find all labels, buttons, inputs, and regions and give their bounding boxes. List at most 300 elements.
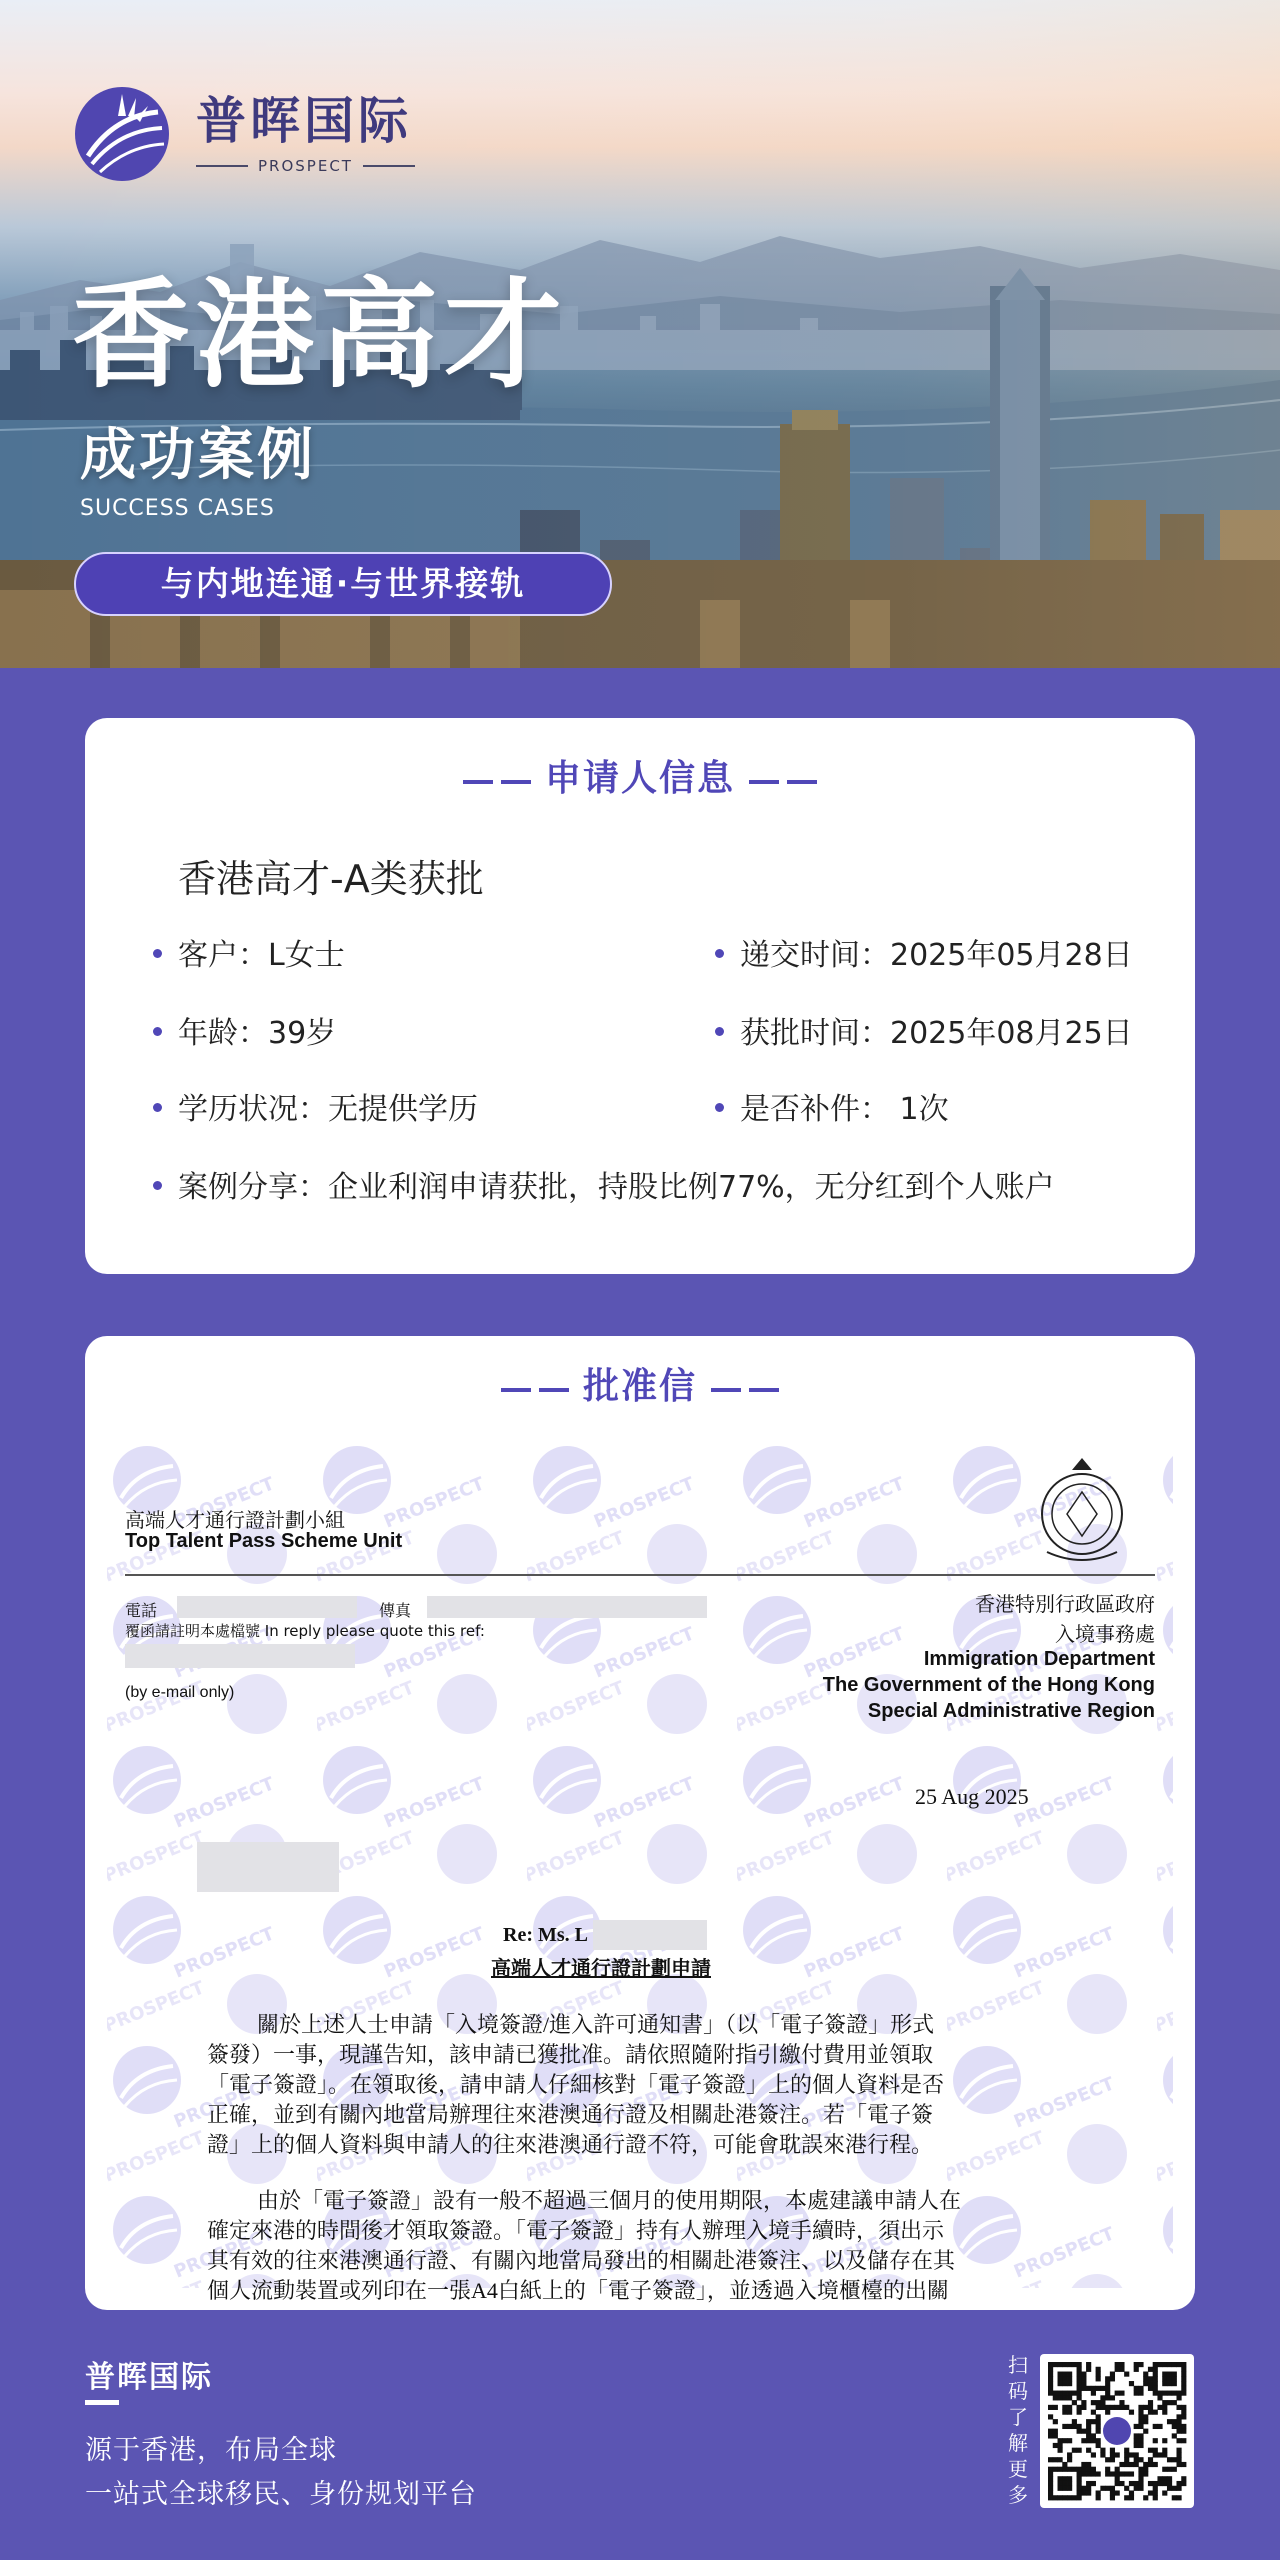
qr-module <box>1115 2367 1120 2372</box>
approval-letter-image <box>107 1442 1173 2303</box>
qr-module <box>1153 2448 1158 2453</box>
qr-module <box>1048 2381 1053 2386</box>
qr-module <box>1124 2448 1129 2453</box>
letter-p2-line4: 個人流動裝置或列印在一張A4白紙上的「電子簽證」，並透過入境櫃檯的出關 <box>207 2278 949 2303</box>
qr-module <box>1091 2481 1096 2486</box>
qr-module <box>1172 2419 1177 2424</box>
qr-module <box>1096 2471 1101 2476</box>
qr-module <box>1077 2429 1082 2434</box>
qr-module <box>1153 2376 1158 2381</box>
qr-module <box>1100 2395 1105 2400</box>
qr-module <box>1167 2486 1172 2491</box>
qr-module <box>1077 2424 1082 2429</box>
qr-module <box>1067 2395 1072 2400</box>
qr-module <box>1110 2448 1115 2453</box>
qr-module <box>1148 2405 1153 2410</box>
qr-module <box>1067 2372 1072 2377</box>
qr-module <box>1129 2462 1134 2467</box>
case-share-text: 案例分享：企业利润申请获批，持股比例77%，无分红到个人账户 <box>178 1170 1055 1205</box>
qr-module <box>1134 2367 1139 2372</box>
qr-module <box>1100 2405 1105 2410</box>
qr-module <box>1176 2391 1181 2396</box>
qr-module <box>1176 2495 1181 2500</box>
qr-module <box>1072 2495 1077 2500</box>
footer-divider <box>85 2400 119 2405</box>
qr-module <box>1162 2381 1167 2386</box>
qr-module <box>1172 2424 1177 2429</box>
qr-module <box>1086 2429 1091 2434</box>
qr-module <box>1062 2481 1067 2486</box>
qr-module <box>1167 2391 1172 2396</box>
qr-module <box>1086 2362 1091 2367</box>
qr-module <box>1119 2462 1124 2467</box>
qr-module <box>1086 2486 1091 2491</box>
qr-module <box>1124 2462 1129 2467</box>
info-approved <box>715 1008 1133 1052</box>
qr-module <box>1077 2476 1082 2481</box>
card-heading <box>85 1358 1195 1409</box>
qr-module <box>1110 2495 1115 2500</box>
email-only: (by e-mail only) <box>125 1684 235 1701</box>
qr-module <box>1148 2381 1153 2386</box>
qr-module <box>1176 2362 1181 2367</box>
qr-module <box>1138 2419 1143 2424</box>
qr-module <box>1048 2433 1053 2438</box>
qr-module <box>1176 2395 1181 2400</box>
info-case-share <box>153 1162 1055 1206</box>
qr-module <box>1143 2414 1148 2419</box>
qr-module <box>1100 2400 1105 2405</box>
qr-module <box>1157 2452 1162 2457</box>
letter-heading: 批准信 <box>582 1366 697 1407</box>
qr-module <box>1176 2481 1181 2486</box>
qr-module <box>1096 2372 1101 2377</box>
tel-label: 電話 <box>125 1601 158 1620</box>
qr-module <box>1081 2405 1086 2410</box>
qr-module <box>1067 2405 1072 2410</box>
qr-module <box>1176 2424 1181 2429</box>
qr-module <box>1115 2490 1120 2495</box>
qr-module <box>1157 2395 1162 2400</box>
qr-module <box>1086 2471 1091 2476</box>
qr-module <box>1105 2395 1110 2400</box>
unit-en: Top Talent Pass Scheme Unit <box>125 1530 403 1552</box>
qr-module <box>1105 2386 1110 2391</box>
qr-module <box>1167 2376 1172 2381</box>
qr-module <box>1067 2467 1072 2472</box>
qr-module <box>1105 2457 1110 2462</box>
case-title: 香港高才-A类获批 <box>178 857 484 901</box>
qr-module <box>1067 2391 1072 2396</box>
qr-module <box>1062 2462 1067 2467</box>
qr-module <box>1077 2467 1082 2472</box>
client-text: 客户：L女士 <box>178 938 345 973</box>
qr-module <box>1062 2438 1067 2443</box>
qr-module <box>1119 2481 1124 2486</box>
qr-module <box>1048 2495 1053 2500</box>
gov-en-2: Special Administrative Region <box>867 1700 1155 1722</box>
qr-module <box>1058 2381 1063 2386</box>
qr-module <box>1143 2495 1148 2500</box>
qr-module <box>1172 2467 1177 2472</box>
qr-module <box>1143 2372 1148 2377</box>
qr-module <box>1086 2438 1091 2443</box>
qr-module <box>1143 2405 1148 2410</box>
qr-module <box>1086 2481 1091 2486</box>
qr-module <box>1138 2471 1143 2476</box>
qr-module <box>1105 2391 1110 2396</box>
qr-module <box>1048 2414 1053 2419</box>
qr-module <box>1124 2486 1129 2491</box>
redacted-block <box>427 1596 707 1618</box>
qr-module <box>1134 2457 1139 2462</box>
qr-module <box>1053 2467 1058 2472</box>
qr-module <box>1067 2486 1072 2491</box>
qr-module <box>1176 2448 1181 2453</box>
qr-module <box>1048 2481 1053 2486</box>
qr-module <box>1167 2372 1172 2377</box>
letter-p1-line4: 正確，並到有關內地當局辦理往來港澳通行證及相關赴港簽注。若「電子簽 <box>207 2102 934 2127</box>
qr-module <box>1162 2391 1167 2396</box>
qr-module <box>1072 2400 1077 2405</box>
bullet-icon <box>715 1103 724 1112</box>
qr-module <box>1110 2376 1115 2381</box>
approval-letter-card <box>85 1336 1195 2310</box>
qr-module <box>1100 2452 1105 2457</box>
qr-module <box>1172 2362 1177 2367</box>
qr-module <box>1058 2486 1063 2491</box>
qr-module <box>1081 2400 1086 2405</box>
education-text: 学历状况：无提供学历 <box>178 1092 478 1127</box>
qr-module <box>1105 2405 1110 2410</box>
qr-module <box>1058 2467 1063 2472</box>
qr-module <box>1172 2376 1177 2381</box>
qr-module <box>1157 2362 1162 2367</box>
redacted-block <box>593 1920 707 1950</box>
qr-module <box>1067 2452 1072 2457</box>
qr-module <box>1067 2381 1072 2386</box>
age-text: 年龄：39岁 <box>178 1016 337 1051</box>
qr-module <box>1091 2391 1096 2396</box>
qr-module <box>1067 2410 1072 2415</box>
qr-module <box>1157 2405 1162 2410</box>
qr-module <box>1134 2433 1139 2438</box>
applicant-heading: 申请人信息 <box>544 758 735 799</box>
qr-module <box>1134 2486 1139 2491</box>
qr-module <box>1067 2476 1072 2481</box>
qr-module <box>1100 2386 1105 2391</box>
hero-subtitle-en: SUCCESS CASES <box>80 496 275 521</box>
qr-module <box>1138 2405 1143 2410</box>
footer-tagline-1: 源于香港，布局全球 <box>85 2435 337 2466</box>
qr-module <box>1058 2448 1063 2453</box>
qr-module <box>1115 2452 1120 2457</box>
slogan-pill: 与内地连通·与世界接轨 <box>74 552 612 616</box>
qr-module <box>1077 2376 1082 2381</box>
qr-module <box>1058 2457 1063 2462</box>
qr-module <box>1153 2495 1158 2500</box>
qr-module <box>1096 2367 1101 2372</box>
qr-module <box>1115 2467 1120 2472</box>
qr-module <box>1119 2400 1124 2405</box>
qr-module <box>1124 2452 1129 2457</box>
qr-module <box>1077 2495 1082 2500</box>
qr-module <box>1072 2424 1077 2429</box>
qr-module <box>1148 2457 1153 2462</box>
qr-module <box>1110 2471 1115 2476</box>
redacted-block <box>197 1842 339 1892</box>
qr-module <box>1138 2386 1143 2391</box>
qr-module <box>1153 2424 1158 2429</box>
qr-module <box>1172 2433 1177 2438</box>
qr-module <box>1077 2481 1082 2486</box>
heading-decoration <box>707 1368 783 1409</box>
qr-module <box>1143 2381 1148 2386</box>
qr-module <box>1105 2486 1110 2491</box>
qr-module <box>1162 2372 1167 2377</box>
qr-module <box>1048 2429 1053 2434</box>
qr-module <box>1062 2381 1067 2386</box>
qr-module <box>1143 2419 1148 2424</box>
qr-module <box>1062 2376 1067 2381</box>
fax-label: 傳真 <box>379 1601 412 1620</box>
qr-module <box>1081 2438 1086 2443</box>
qr-module <box>1096 2490 1101 2495</box>
qr-module <box>1077 2490 1082 2495</box>
qr-module <box>1153 2391 1158 2396</box>
qr-module <box>1181 2386 1186 2391</box>
qr-module <box>1110 2452 1115 2457</box>
qr-module <box>1119 2471 1124 2476</box>
qr-module <box>1129 2410 1134 2415</box>
letter-p1-line1: 關於上述人士申請「入境簽證/進入許可通知書」（以「電子簽證」形式 <box>257 2012 935 2037</box>
qr-module <box>1143 2376 1148 2381</box>
qr-module <box>1058 2476 1063 2481</box>
qr-module <box>1048 2391 1053 2396</box>
qr-module <box>1091 2467 1096 2472</box>
qr-module <box>1143 2429 1148 2434</box>
qr-module <box>1167 2457 1172 2462</box>
qr-module <box>1138 2481 1143 2486</box>
qr-module <box>1058 2481 1063 2486</box>
qr-module <box>1081 2376 1086 2381</box>
qr-module <box>1062 2372 1067 2377</box>
qr-module <box>1119 2405 1124 2410</box>
qr-module <box>1176 2414 1181 2419</box>
qr-module <box>1086 2419 1091 2424</box>
qr-code-icon <box>1040 2354 1194 2508</box>
qr-module <box>1072 2467 1077 2472</box>
divider <box>196 165 248 167</box>
qr-module <box>1100 2486 1105 2491</box>
qr-module <box>1138 2486 1143 2491</box>
qr-module <box>1062 2391 1067 2396</box>
qr-module <box>1110 2395 1115 2400</box>
qr-module <box>1048 2376 1053 2381</box>
dept-cn: 入境事務處 <box>1055 1622 1155 1646</box>
qr-module <box>1157 2424 1162 2429</box>
footer-brand: 普晖国际 <box>85 2360 213 2395</box>
qr-module <box>1067 2438 1072 2443</box>
redacted-block <box>125 1644 355 1668</box>
qr-module <box>1153 2452 1158 2457</box>
bullet-icon <box>153 1181 162 1190</box>
qr-module <box>1115 2476 1120 2481</box>
qr-code[interactable] <box>1040 2354 1194 2508</box>
qr-module <box>1162 2405 1167 2410</box>
qr-module <box>1115 2391 1120 2396</box>
qr-module <box>1081 2372 1086 2377</box>
qr-module <box>1148 2448 1153 2453</box>
info-age <box>153 1008 336 1052</box>
dept-en: Immigration Department <box>923 1648 1155 1670</box>
qr-module <box>1172 2495 1177 2500</box>
qr-module <box>1181 2462 1186 2467</box>
qr-module <box>1081 2490 1086 2495</box>
qr-module <box>1138 2414 1143 2419</box>
qr-module <box>1138 2467 1143 2472</box>
qr-module <box>1048 2467 1053 2472</box>
gov-cn: 香港特別行政區政府 <box>975 1592 1155 1616</box>
qr-module <box>1153 2367 1158 2372</box>
qr-module <box>1091 2452 1096 2457</box>
info-education <box>153 1084 478 1128</box>
approved-text: 获批时间：2025年08月25日 <box>740 1016 1133 1051</box>
hero-title: 香港高才 <box>72 266 569 404</box>
qr-module <box>1072 2419 1077 2424</box>
qr-module <box>1096 2419 1101 2424</box>
qr-module <box>1124 2405 1129 2410</box>
qr-module <box>1091 2438 1096 2443</box>
qr-module <box>1153 2362 1158 2367</box>
qr-module <box>1181 2405 1186 2410</box>
qr-module <box>1162 2438 1167 2443</box>
qr-module <box>1124 2372 1129 2377</box>
qr-module <box>1153 2410 1158 2415</box>
qr-module <box>1086 2448 1091 2453</box>
gov-en-1: The Government of the Hong Kong <box>822 1674 1155 1696</box>
qr-module <box>1115 2405 1120 2410</box>
qr-module <box>1148 2410 1153 2415</box>
info-client <box>153 930 345 974</box>
qr-module <box>1086 2433 1091 2438</box>
applicant-info-card <box>85 718 1195 1274</box>
qr-module <box>1115 2362 1120 2367</box>
qr-module <box>1096 2424 1101 2429</box>
qr-module <box>1176 2462 1181 2467</box>
qr-module <box>1181 2381 1186 2386</box>
bullet-icon <box>715 1027 724 1036</box>
qr-module <box>1048 2367 1053 2372</box>
qr-module <box>1100 2448 1105 2453</box>
qr-module <box>1153 2438 1158 2443</box>
qr-module <box>1105 2471 1110 2476</box>
qr-module <box>1162 2400 1167 2405</box>
brand-logo <box>74 86 415 182</box>
qr-module <box>1134 2391 1139 2396</box>
qr-module <box>1162 2467 1167 2472</box>
qr-module <box>1077 2381 1082 2386</box>
qr-center-logo <box>1103 2417 1131 2445</box>
qr-module <box>1115 2481 1120 2486</box>
brand-name-en: PROSPECT <box>258 157 353 175</box>
qr-module <box>1138 2391 1143 2396</box>
qr-module <box>1086 2467 1091 2472</box>
qr-module <box>1077 2448 1082 2453</box>
qr-module <box>1062 2424 1067 2429</box>
bullet-icon <box>153 1103 162 1112</box>
qr-module <box>1081 2486 1086 2491</box>
qr-module <box>1067 2376 1072 2381</box>
qr-module <box>1067 2362 1072 2367</box>
qr-module <box>1067 2424 1072 2429</box>
qr-module <box>1138 2362 1143 2367</box>
qr-module <box>1072 2448 1077 2453</box>
letter-date: 25 Aug 2025 <box>915 1784 1029 1809</box>
qr-module <box>1086 2462 1091 2467</box>
qr-module <box>1053 2362 1058 2367</box>
qr-module <box>1096 2386 1101 2391</box>
qr-module <box>1176 2452 1181 2457</box>
qr-module <box>1134 2481 1139 2486</box>
qr-module <box>1053 2433 1058 2438</box>
letter-p2-line1: 由於「電子簽證」設有一般不超過三個月的使用期限，本處建議申請人在 <box>257 2188 962 2213</box>
qr-module <box>1162 2452 1167 2457</box>
scan-hint: 扫码了解更多 <box>1008 2353 1028 2507</box>
footer-tagline-2: 一站式全球移民、身份规划平台 <box>85 2479 477 2510</box>
letter-p2-line2: 確定來港的時間後才領取簽證。「電子簽證」持有人辦理入境手續時，須出示 <box>207 2218 945 2243</box>
qr-module <box>1124 2495 1129 2500</box>
qr-module <box>1129 2495 1134 2500</box>
qr-module <box>1096 2429 1101 2434</box>
qr-module <box>1053 2429 1058 2434</box>
qr-module <box>1157 2481 1162 2486</box>
qr-module <box>1153 2386 1158 2391</box>
qr-module <box>1077 2367 1082 2372</box>
qr-module <box>1129 2381 1134 2386</box>
qr-module <box>1058 2362 1063 2367</box>
qr-module <box>1053 2495 1058 2500</box>
qr-module <box>1091 2433 1096 2438</box>
qr-module <box>1058 2376 1063 2381</box>
qr-module <box>1077 2395 1082 2400</box>
qr-module <box>1129 2452 1134 2457</box>
qr-module <box>1058 2395 1063 2400</box>
qr-module <box>1119 2391 1124 2396</box>
qr-module <box>1058 2372 1063 2377</box>
qr-module <box>1119 2367 1124 2372</box>
heading-decoration <box>459 760 535 801</box>
unit-cn: 高端人才通行證計劃小組 <box>125 1508 345 1532</box>
qr-module <box>1162 2376 1167 2381</box>
qr-module <box>1072 2391 1077 2396</box>
qr-module <box>1138 2457 1143 2462</box>
qr-module <box>1176 2486 1181 2491</box>
qr-module <box>1086 2367 1091 2372</box>
supplement-text: 是否补件： 1次 <box>740 1092 949 1127</box>
qr-module <box>1105 2381 1110 2386</box>
heading-decoration <box>745 760 821 801</box>
qr-module <box>1172 2372 1177 2377</box>
qr-module <box>1167 2381 1172 2386</box>
qr-module <box>1067 2481 1072 2486</box>
qr-module <box>1172 2391 1177 2396</box>
qr-module <box>1067 2495 1072 2500</box>
qr-module <box>1067 2457 1072 2462</box>
qr-module <box>1148 2367 1153 2372</box>
qr-module <box>1110 2457 1115 2462</box>
qr-module <box>1153 2462 1158 2467</box>
